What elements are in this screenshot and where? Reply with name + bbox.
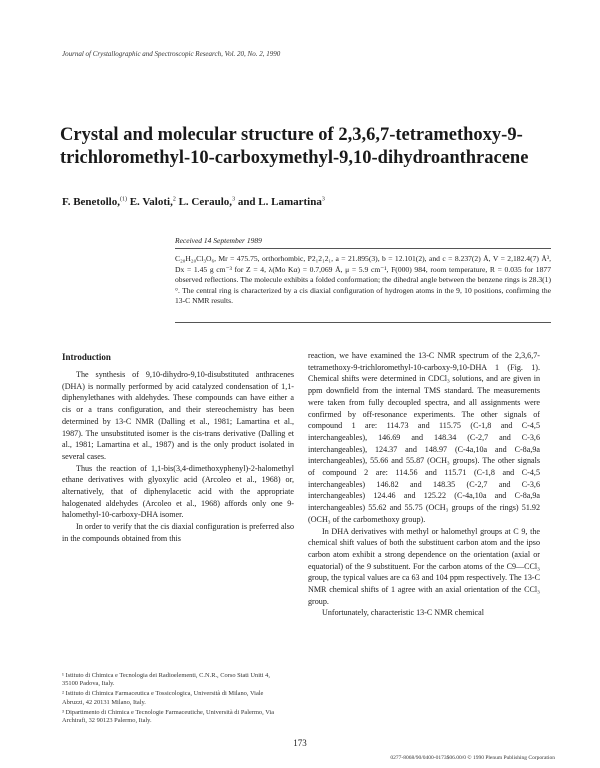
- author-3: L. Ceraulo,: [178, 196, 233, 208]
- abstract-top-rule: [175, 248, 551, 249]
- author-4: and L. Lamartina: [237, 196, 322, 208]
- left-paragraph-1: The synthesis of 9,10-dihydro-9,10-disubstituted anthracenes (DHA) is normally performed by acid catalyzed condensation of 1,1-diphenylethanes with aldehydes. These compounds can have either a cis or a trans configuration, and their stereochemistry has been determined by 13-C NMR (Dalling et al., 1981; Lamartina et al., 1987). The unsubstituted isomer is the cis-trans derivative (Dalling et al., 1981; Lamartina et al., 1987) and is the only product isolated in several cases.: [62, 370, 294, 461]
- footnote-3: ³ Dipartimento di Chimica e Tecnologie Farmaceutiche, Università di Palermo, Via Archirafi, 32 90123 Palermo, Italy.: [62, 708, 275, 725]
- author-2: E. Valoti,: [129, 196, 173, 208]
- author-3-affiliation: 3: [232, 196, 236, 203]
- page-number: 173: [293, 738, 307, 748]
- author-4-affiliation: 3: [321, 196, 325, 203]
- abstract: C₂₀H₂₀Cl₃O₆, Mr = 475.75, orthorhombic, P2₁2₁2₁, a = 21.895(3), b = 12.101(2), and c = 8.237(2) Å, V = 2,182.4(7) Å³, Dx = 1.45 g cm⁻³ for Z = 4, λ(Mo Kα) = 0.7,069 Å, μ = 5.9 cm⁻¹, F(000) 984, room temperature, R = 0.035 for 1877 observed reflections. The molecule exhibits a folded conformation; the dihedral angle between the benzene rings is 28.3(1)°. The central ring is characterized by a cis diaxial configuration of hydrogen atoms in the 9, 10 positions, confirming the 13-C NMR results.: [175, 254, 551, 305]
- right-paragraph-3: Unfortunately, characteristic 13-C NMR chemical: [322, 608, 484, 618]
- article-title: Crystal and molecular structure of 2,3,6,7-tetramethoxy-9-trichloromethyl-10-carboxymethyl-9,10-dihydroanthracene: [60, 125, 529, 168]
- author-1-affiliation: (1): [119, 196, 127, 203]
- left-column: [62, 369, 294, 545]
- journal-header: Journal of Crystallographic and Spectroscopic Research, Vol. 20, No. 2, 1990: [62, 50, 281, 58]
- right-column: [308, 350, 540, 619]
- right-paragraph-2: In DHA derivatives with methyl or halomethyl groups at C 9, the chemical shift values of both the substituent carbon atom and the ipso carbon atom exhibit a strong dependence on the orientation (axial or equatorial) of the 9 substituent. For the carbon atoms of the C9—CCl₃ group, the typical values are ca 63 and 104 ppm respectively. The 13-C NMR chemical shifts of 1 agree with an axial orientation of the CCl₃ group.: [308, 526, 540, 606]
- received-date: Received 14 September 1989: [175, 236, 262, 245]
- affiliation-footnotes: [62, 672, 284, 727]
- author-list: [62, 196, 542, 208]
- left-paragraph-2: Thus the reaction of 1,1-bis(3,4-dimethoxyphenyl)-2-halomethyl ethane derivatives with glyoxylic acid (Arcoleo et al., 1968) or, alternatively, that of diphenylacetic acid with the appropriate halogenated aldehydes (Arcoleo et al., 1968) affords only one 9-halomethyl-10-carboxy-DHA isomer.: [62, 463, 294, 520]
- right-paragraph-1: reaction, we have examined the 13-C NMR spectrum of the 2,3,6,7-tetramethoxy-9-trichloromethyl-10-carboxy-9,10-DHA 1 (Fig. 1). Chemical shifts were determined in CDCl₃ solutions, and are given in ppm downfield from the internal TMS standard. The measurements were taken from fully decoupled spectra, and all assignments were confirmed by off-resonance experiments. The other signals of compound 1 are: 114.73 and 115.75 (C-1,8 and C-4,5 interchangeables), 146.69 and 148.34 (C-2,7 and C-3,6 interchangeables), 124.37 and 148.97 (C-4a,10a and C-8a,9a interchangeables), 55.66 and 55.87 (OCH₃ groups). The other signals of compound 2 are: 114.56 and 115.71 (C-1,8 and C-4,5 interchangeables) 146.82 and 148.35 (C-2,7 and C-3,6 interchangeables) 124.46 and 125.22 (C-4a,10a and C-8a,9a interchangeables) 55.62 and 55.75 (OCH₃ groups of the rings) 51.92 (OCH₃ of the carbomethoxy group).: [308, 351, 540, 524]
- abstract-bottom-rule: [175, 322, 551, 323]
- author-1: F. Benetollo,: [62, 196, 120, 208]
- left-paragraph-3: In order to verify that the cis diaxial configuration is preferred also in the compounds obtained from this: [62, 522, 294, 543]
- author-2-affiliation: 2: [172, 196, 176, 203]
- copyright-line: 0277-8068/90/0400-0173$06.00/0 © 1990 Plenum Publishing Corporation: [390, 755, 555, 761]
- footnote-2: ² Istituto di Chimica Farmaceutica e Tossicologica, Università di Milano, Viale Abruzzi, 42 20131 Milano, Italy.: [62, 690, 264, 706]
- section-heading-introduction: Introduction: [62, 352, 111, 362]
- footnote-1: ¹ Istituto di Chimica e Tecnologia dei Radioelementi, C.N.R., Corso Stati Uniti 4, 35100 Padova, Italy.: [62, 672, 270, 688]
